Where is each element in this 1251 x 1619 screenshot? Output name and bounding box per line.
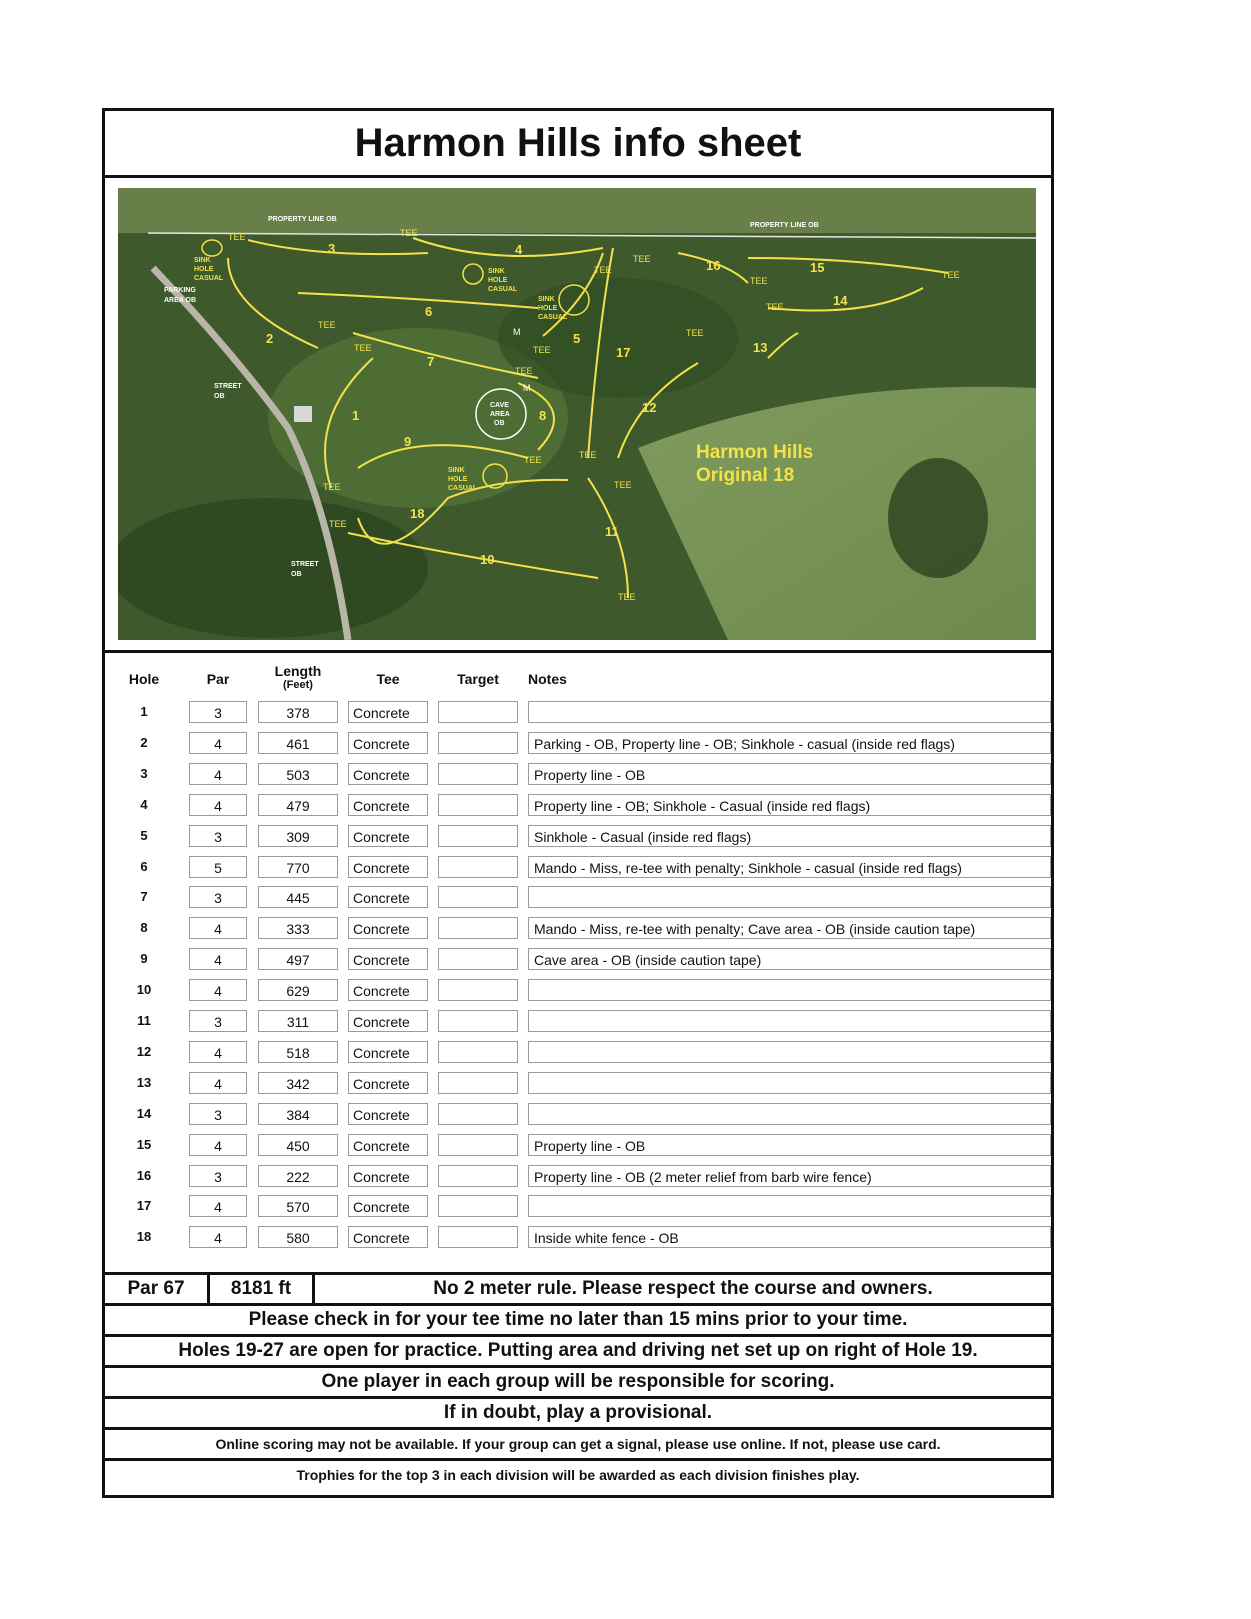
length-field[interactable]: 222 — [258, 1165, 338, 1187]
hole-number: 18 — [410, 506, 425, 521]
hole-number-cell: 4 — [140, 796, 148, 812]
length-field[interactable]: 570 — [258, 1195, 338, 1217]
par-field[interactable]: 4 — [189, 1226, 247, 1248]
svg-text:CASUAL: CASUAL — [538, 314, 568, 321]
hole-number-cell: 12 — [136, 1043, 152, 1059]
par-field[interactable]: 3 — [189, 886, 247, 908]
notes-field[interactable] — [528, 1010, 1051, 1032]
length-field[interactable]: 445 — [258, 886, 338, 908]
hole-number-cell: 14 — [136, 1105, 152, 1121]
svg-text:TEE: TEE — [524, 455, 542, 465]
svg-text:PROPERTY LINE OB: PROPERTY LINE OB — [268, 216, 337, 223]
target-field[interactable] — [438, 1226, 518, 1248]
hole-number: 6 — [425, 304, 433, 319]
notes-field[interactable] — [528, 1195, 1051, 1217]
par-field[interactable]: 5 — [189, 856, 247, 878]
svg-text:STREET: STREET — [214, 383, 242, 390]
svg-text:M: M — [513, 327, 521, 337]
course-map — [118, 188, 1036, 640]
notes-field[interactable]: Property line - OB; Sinkhole - Casual (inside red flags) — [528, 794, 1051, 816]
tee-field[interactable]: Concrete — [348, 1041, 428, 1063]
hole-number: 1 — [352, 408, 360, 423]
length-field[interactable]: 342 — [258, 1072, 338, 1094]
hole-number: 13 — [753, 340, 768, 355]
notes-field[interactable] — [528, 1072, 1051, 1094]
svg-text:TEE: TEE — [614, 480, 632, 490]
tee-field[interactable]: Concrete — [348, 1072, 428, 1094]
target-field[interactable] — [438, 1072, 518, 1094]
tee-field[interactable]: Concrete — [348, 794, 428, 816]
svg-text:Harmon Hills: Harmon Hills — [696, 442, 814, 463]
par-field[interactable]: 4 — [189, 1195, 247, 1217]
target-field[interactable] — [438, 1010, 518, 1032]
footer-line: One player in each group will be responsible for scoring. — [105, 1365, 1051, 1396]
hole-number-cell: 15 — [136, 1136, 152, 1152]
svg-text:TEE: TEE — [579, 450, 597, 460]
header-hole: Hole — [128, 671, 160, 687]
hole-number-cell: 5 — [140, 827, 148, 843]
hole-number: 8 — [539, 408, 547, 423]
hole-number: 15 — [810, 260, 825, 275]
hole-number-cell: 11 — [137, 1013, 151, 1028]
table-row — [105, 1195, 1051, 1219]
svg-text:Original 18: Original 18 — [696, 465, 795, 486]
tee-field[interactable]: Concrete — [348, 979, 428, 1001]
hole-number-cell: 10 — [136, 982, 152, 998]
summary-row — [105, 1272, 1051, 1303]
tee-field[interactable]: Concrete — [348, 948, 428, 970]
header-length: Length (Feet) — [274, 663, 322, 691]
par-field[interactable]: 4 — [189, 763, 247, 785]
hole-number: 5 — [573, 331, 581, 346]
svg-text:TEE: TEE — [942, 270, 960, 280]
svg-text:HOLE: HOLE — [538, 305, 558, 312]
tee-field[interactable]: Concrete — [348, 886, 428, 908]
notes-field[interactable]: Property line - OB — [528, 763, 1051, 785]
length-field[interactable]: 580 — [258, 1226, 338, 1248]
tee-field[interactable]: Concrete — [348, 763, 428, 785]
notes-field[interactable]: Mando - Miss, re-tee with penalty; Sinkhole - casual (inside red flags) — [528, 856, 1051, 878]
target-field[interactable] — [438, 948, 518, 970]
target-field[interactable] — [438, 1134, 518, 1156]
length-field[interactable]: 497 — [258, 948, 338, 970]
target-field[interactable] — [438, 1103, 518, 1125]
par-field[interactable]: 3 — [189, 1010, 247, 1032]
table-row — [105, 701, 1051, 725]
par-field[interactable]: 4 — [189, 794, 247, 816]
hole-number-cell: 7 — [140, 889, 148, 905]
svg-text:TEE: TEE — [766, 302, 784, 312]
notes-field[interactable]: Cave area - OB (inside caution tape) — [528, 948, 1051, 970]
length-field[interactable]: 450 — [258, 1134, 338, 1156]
hole-number: 10 — [480, 552, 495, 567]
table-row — [105, 794, 1051, 818]
notes-field[interactable]: Parking - OB, Property line - OB; Sinkhole - casual (inside red flags) — [528, 732, 1051, 754]
tee-field[interactable]: Concrete — [348, 856, 428, 878]
table-row — [105, 1103, 1051, 1127]
svg-text:CASUAL: CASUAL — [488, 286, 518, 293]
tee-field[interactable]: Concrete — [348, 1165, 428, 1187]
table-row — [105, 917, 1051, 941]
hole-number: 16 — [706, 258, 721, 273]
hole-number-cell: 8 — [140, 920, 148, 936]
length-field[interactable]: 309 — [258, 825, 338, 847]
hole-number-cell: 16 — [136, 1167, 152, 1183]
length-field[interactable]: 461 — [258, 732, 338, 754]
notes-field[interactable] — [528, 979, 1051, 1001]
svg-text:CASUAL: CASUAL — [194, 275, 224, 282]
footer-note: Trophies for the top 3 in each division will be awarded as each division finishes play. — [105, 1458, 1051, 1489]
footer-line: Holes 19-27 are open for practice. Putting area and driving net set up on right of Hole 19. — [105, 1334, 1051, 1365]
header-notes: Notes — [528, 671, 567, 687]
svg-text:AREA: AREA — [490, 411, 510, 418]
svg-text:SINK: SINK — [488, 268, 505, 275]
hole-number: 3 — [328, 241, 336, 256]
target-field[interactable] — [438, 856, 518, 878]
svg-text:TEE: TEE — [594, 265, 612, 275]
table-row — [105, 948, 1051, 972]
table-row — [105, 979, 1051, 1003]
svg-text:TEE: TEE — [400, 228, 418, 238]
svg-text:CAVE: CAVE — [490, 402, 509, 409]
hole-number: 12 — [642, 400, 657, 415]
footer-line: Please check in for your tee time no later than 15 mins prior to your time. — [105, 1303, 1051, 1334]
par-field[interactable]: 4 — [189, 979, 247, 1001]
info-sheet — [102, 108, 1054, 1498]
table-row — [105, 1165, 1051, 1189]
building — [294, 406, 312, 422]
course-rule: No 2 meter rule. Please respect the course and owners. — [433, 1278, 933, 1299]
tee-field[interactable]: Concrete — [348, 1226, 428, 1248]
svg-text:TEE: TEE — [354, 343, 372, 353]
notes-field[interactable]: Property line - OB (2 meter relief from barb wire fence) — [528, 1165, 1051, 1187]
par-field[interactable]: 3 — [189, 825, 247, 847]
hole-number-cell: 9 — [140, 951, 148, 967]
hole-number: 14 — [833, 293, 848, 308]
hole-number-cell: 2 — [140, 734, 148, 750]
target-field[interactable] — [438, 701, 518, 723]
hole-number: 11 — [605, 524, 619, 539]
header-par: Par — [206, 671, 230, 687]
svg-text:OB: OB — [214, 393, 225, 400]
svg-text:CASUAL: CASUAL — [448, 485, 478, 492]
svg-text:TEE: TEE — [686, 328, 704, 338]
hole-number: 17 — [616, 345, 631, 360]
tee-field[interactable]: Concrete — [348, 1010, 428, 1032]
svg-text:TEE: TEE — [323, 482, 341, 492]
table-row — [105, 1041, 1051, 1065]
target-field[interactable] — [438, 732, 518, 754]
target-field[interactable] — [438, 1041, 518, 1063]
table-row — [105, 825, 1051, 849]
svg-text:TEE: TEE — [228, 232, 246, 242]
hole-number-cell: 17 — [136, 1198, 152, 1214]
par-field[interactable]: 3 — [189, 1165, 247, 1187]
table-row — [105, 732, 1051, 756]
length-field[interactable]: 479 — [258, 794, 338, 816]
svg-text:AREA OB: AREA OB — [164, 297, 197, 304]
header-tee: Tee — [376, 671, 400, 687]
table-row — [105, 763, 1051, 787]
target-field[interactable] — [438, 794, 518, 816]
par-field[interactable]: 3 — [189, 701, 247, 723]
notes-field[interactable]: Inside white fence - OB — [528, 1226, 1051, 1248]
svg-text:M: M — [523, 383, 531, 393]
par-field[interactable]: 3 — [189, 1103, 247, 1125]
length-field[interactable]: 378 — [258, 701, 338, 723]
target-field[interactable] — [438, 1195, 518, 1217]
table-row — [105, 1010, 1051, 1034]
svg-text:TEE: TEE — [329, 519, 347, 529]
svg-text:TEE: TEE — [750, 276, 768, 286]
par-field[interactable]: 4 — [189, 948, 247, 970]
target-field[interactable] — [438, 979, 518, 1001]
page-title: Harmon Hills info sheet — [105, 111, 1051, 178]
length-field[interactable]: 518 — [258, 1041, 338, 1063]
svg-text:HOLE: HOLE — [448, 476, 468, 483]
par-field[interactable]: 4 — [189, 1134, 247, 1156]
svg-text:HOLE: HOLE — [194, 266, 214, 273]
svg-text:TEE: TEE — [618, 592, 636, 602]
header-target: Target — [457, 671, 499, 687]
hole-table — [105, 653, 1051, 1272]
svg-text:OB: OB — [494, 420, 505, 427]
hole-number-cell: 18 — [136, 1229, 152, 1245]
notes-field[interactable] — [528, 1041, 1051, 1063]
table-row — [105, 856, 1051, 880]
hole-number-cell: 3 — [140, 765, 148, 781]
svg-text:OB: OB — [291, 571, 302, 578]
par-field[interactable]: 4 — [189, 1041, 247, 1063]
svg-text:TEE: TEE — [515, 366, 533, 376]
target-field[interactable] — [438, 763, 518, 785]
svg-text:SINK: SINK — [194, 257, 211, 264]
hole-number-cell: 1 — [140, 704, 148, 719]
notes-field[interactable]: Mando - Miss, re-tee with penalty; Cave area - OB (inside caution tape) — [528, 917, 1051, 939]
svg-text:TEE: TEE — [633, 254, 651, 264]
length-field[interactable]: 311 — [258, 1010, 338, 1032]
notes-field[interactable]: Property line - OB — [528, 1134, 1051, 1156]
length-field[interactable]: 770 — [258, 856, 338, 878]
target-field[interactable] — [438, 917, 518, 939]
footer-line: If in doubt, play a provisional. — [105, 1396, 1051, 1427]
table-row — [105, 1072, 1051, 1096]
tee-field[interactable]: Concrete — [348, 1195, 428, 1217]
target-field[interactable] — [438, 886, 518, 908]
hole-number: 9 — [404, 434, 412, 449]
par-total: Par 67 — [105, 1275, 210, 1303]
length-total: 8181 ft — [210, 1275, 315, 1303]
tee-field[interactable]: Concrete — [348, 1103, 428, 1125]
par-field[interactable]: 4 — [189, 732, 247, 754]
svg-text:PARKING: PARKING — [164, 287, 196, 294]
tee-field[interactable]: Concrete — [348, 701, 428, 723]
table-row — [105, 886, 1051, 910]
hole-number: 2 — [266, 331, 274, 346]
length-field[interactable]: 503 — [258, 763, 338, 785]
svg-text:TEE: TEE — [318, 320, 336, 330]
tee-field[interactable]: Concrete — [348, 917, 428, 939]
hole-number-cell: 6 — [140, 858, 148, 874]
par-field[interactable]: 4 — [189, 1072, 247, 1094]
svg-text:PROPERTY LINE OB: PROPERTY LINE OB — [750, 222, 819, 229]
table-row — [105, 1134, 1051, 1158]
footer — [105, 1272, 1051, 1489]
tee-field[interactable]: Concrete — [348, 825, 428, 847]
length-field[interactable]: 333 — [258, 917, 338, 939]
footer-note: Online scoring may not be available. If your group can get a signal, please use online. If not, please use card. — [105, 1427, 1051, 1458]
length-field[interactable]: 629 — [258, 979, 338, 1001]
hole-number: 7 — [427, 354, 435, 369]
hole-number-cell: 13 — [136, 1074, 152, 1090]
svg-text:TEE: TEE — [533, 345, 551, 355]
notes-field[interactable] — [528, 1103, 1051, 1125]
notes-field[interactable] — [528, 886, 1051, 908]
svg-text:STREET: STREET — [291, 561, 319, 568]
tee-field[interactable]: Concrete — [348, 732, 428, 754]
notes-field[interactable] — [528, 701, 1051, 723]
par-field[interactable]: 4 — [189, 917, 247, 939]
svg-text:SINK: SINK — [448, 467, 465, 474]
tee-field[interactable]: Concrete — [348, 1134, 428, 1156]
notes-field[interactable]: Sinkhole - Casual (inside red flags) — [528, 825, 1051, 847]
length-field[interactable]: 384 — [258, 1103, 338, 1125]
svg-text:SINK: SINK — [538, 296, 555, 303]
target-field[interactable] — [438, 825, 518, 847]
hole-number: 4 — [515, 242, 523, 257]
table-row — [105, 1226, 1051, 1250]
course-map-frame — [105, 178, 1051, 653]
svg-text:HOLE: HOLE — [488, 277, 508, 284]
target-field[interactable] — [438, 1165, 518, 1187]
